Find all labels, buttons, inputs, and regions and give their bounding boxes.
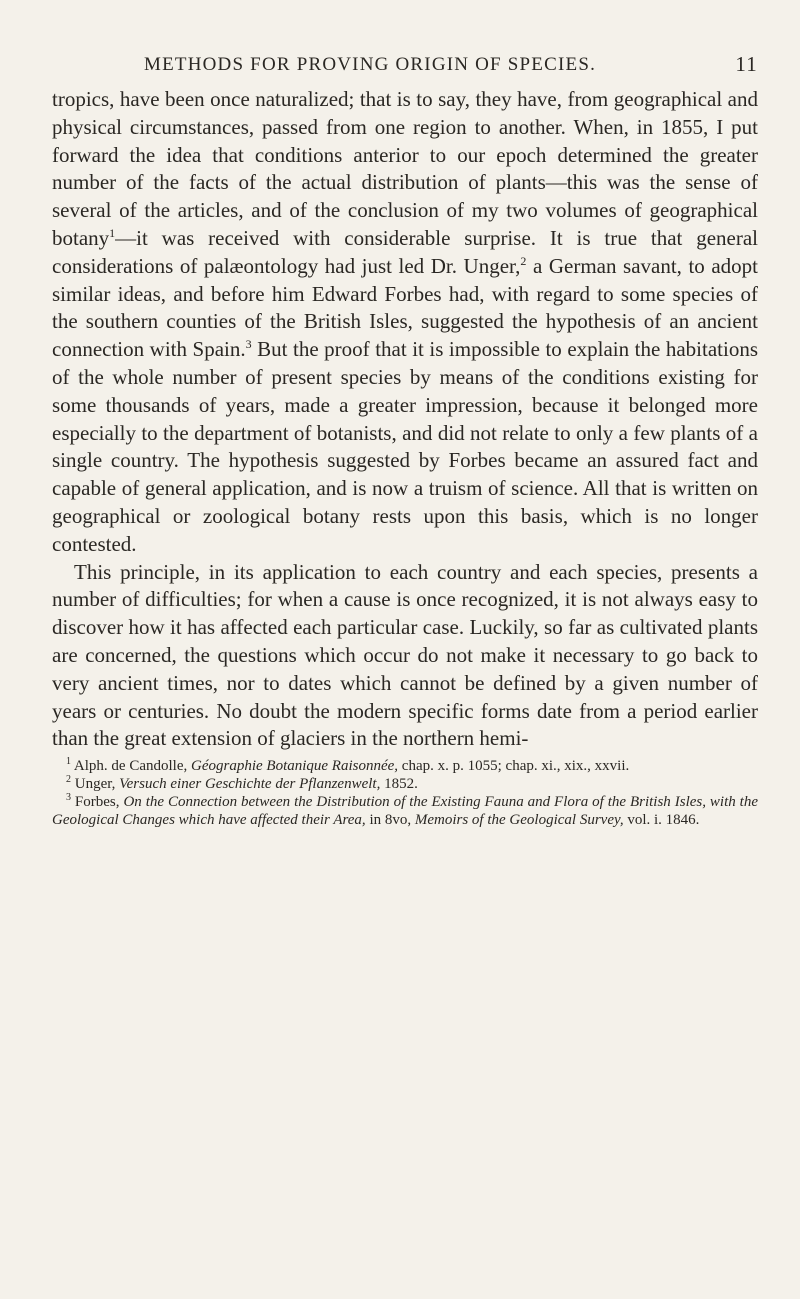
paragraph-2: This principle, in its application to each country and each species, presents a number of difficulties; for when a cause is once recognized, it is not always easy to discover how it has affected each particular case. Luckily, so far as cultivated plants are concerned, the questions which occur do not make it necessary to go back to very ancient times, nor to dates which cannot be defined by a given number of years or centuries. No doubt the modern specific forms date from a period earlier than the great extension of glaciers in the northern hemi- [52,559,758,751]
footnotes [52,757,758,829]
footnote-ref-1: 1 [109,225,116,240]
footnote-1: $^1$ Alph. de Candolle, Géographie Botanique Raisonnée, chap. x. p. 1055; chap. xi., xix., xxvii. [66,756,630,775]
book-page [52,46,758,829]
footnote-ref-2: 2 [520,253,527,268]
paragraph-1: tropics, have been once naturalized; that is to say, they have, from geographical and physical circumstances, passed from one region to another. When, in 1855, I put forward the idea that conditions anterior to our epoch determined the greater number of the facts of the actual distribution of plants—this was the sense of several of the articles, and of the conclusion of my two volumes of geographical botany$^1$—it was received with considerable surprise. It is true that general considerations of palæontology had just led Dr. Unger,$^2$ a German savant, to adopt similar ideas, and before him Edward Forbes had, with regard to some species of the southern counties of the British Isles, suggested the hypothesis of an ancient connection with Spain.$^3$ But the proof that it is impossible to explain the habitations of the whole number of present species by means of the conditions existing for some thousands of years, made a greater impression, because it belonged more especially to the department of botanists, and did not relate to only a few plants of a single country. The hypothesis suggested by Forbes became an assured fact and capable of general application, and is now a truism of science. All that is written on geographical or zoological botany rests upon this basis, which is no longer contested. [52,87,758,556]
footnote-3: $^3$ Forbes, On the Connection between the Distribution of the Existing Fauna and Flora of the British Isles, with the Geological Changes which have affected their Area, in 8vo, Memoirs of the Geological Survey, vol. i. 1846. [52,792,758,829]
running-head [52,46,758,80]
footnote-ref-3: 3 [245,337,252,352]
footnote-2: $^2$ Unger, Versuch einer Geschichte der Pflanzenwelt, 1852. [66,774,418,793]
body-text [52,86,758,753]
running-head-title: METHODS FOR PROVING ORIGIN OF SPECIES. [144,54,597,75]
page-number: 11 [735,52,758,76]
